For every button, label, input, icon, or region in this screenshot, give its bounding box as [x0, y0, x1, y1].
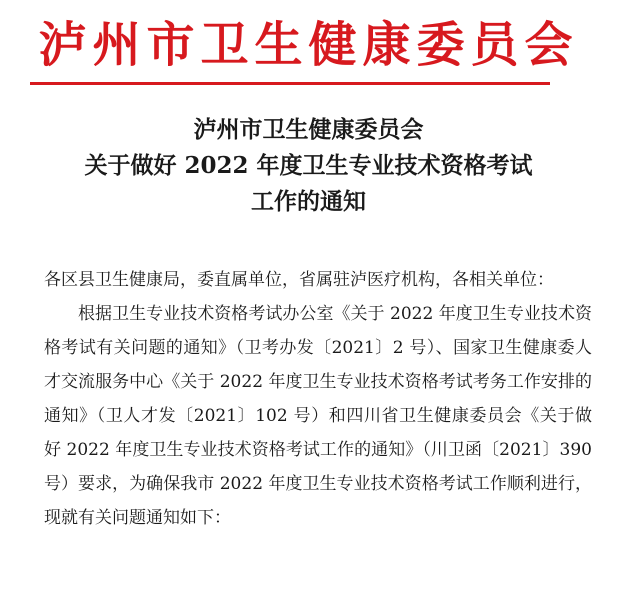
- document-title: [0, 112, 617, 220]
- body-paragraph: 根据卫生专业技术资格考试办公室《关于 2022 年度卫生专业技术资格考试有关问题的通知》（卫考办发〔2021〕2 号）、国家卫生健康委人才交流服务中心《关于 2022 年度卫生专业技术资格考试考务工作安排的通知》（卫人才发〔2021〕102 号）和四川省卫生健康委员会《关于做好 2022 年度卫生专业技术资格考试工作的通知》（川卫函〔2021〕390 号）要求，为确保我市 2022 年度卫生专业技术资格考试工作顺利进行，现就有关问题通知如下：: [44, 304, 592, 528]
- title-line-subject-end: 工作的通知: [251, 188, 366, 215]
- letterhead-title: 泸州市卫生健康委员会: [38, 17, 579, 73]
- document-body: [44, 263, 592, 535]
- title-line-subject: 关于做好 2022 年度卫生专业技术资格考试: [84, 152, 533, 179]
- salutation: 各区县卫生健康局，委直属单位，省属驻泸医疗机构，各相关单位：: [44, 270, 554, 290]
- letterhead-red-rule: [30, 82, 550, 85]
- title-line-issuer: 泸州市卫生健康委员会: [193, 116, 424, 143]
